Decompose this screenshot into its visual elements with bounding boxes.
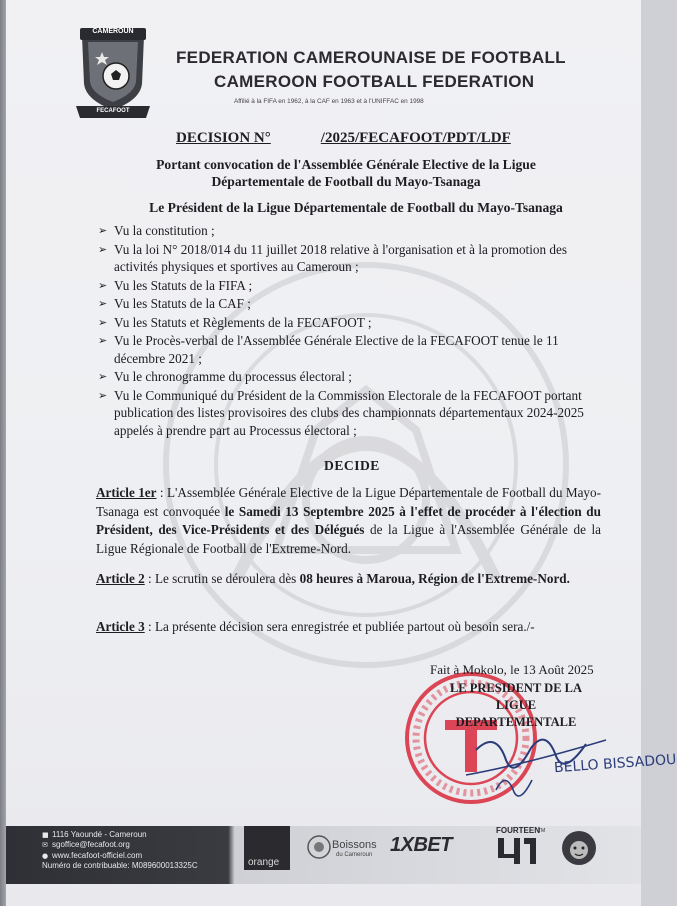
decision-subject: Portant convocation de l'Assemblée Générale Elective de la Ligue Départementale de Football du Mayo-Tsanaga (156, 157, 536, 189)
article-2: Article 2 : Le scrutin se déroulera dès 08 heures à Maroua, Région de l'Extreme-Nord. (96, 571, 570, 586)
article-2-label: Article 2 (96, 571, 145, 586)
list-item: ➢ Vu le chronogramme du processus électoral ; (98, 369, 352, 384)
taxpayer-text: Numéro de contribuable: M089600013325C (42, 861, 198, 871)
address-text: 1116 Yaoundé - Cameroun (52, 830, 147, 839)
globe-icon: ● (42, 851, 49, 860)
list-item: ➢ Vu la constitution ; (98, 223, 215, 238)
footer-band (6, 826, 641, 884)
article-1: Article 1er : L'Assemblée Générale Elective de la Ligue Départementale de Football du Mayo-Tsanaga est convoquée le Samedi 13 Septembre 2025 à l'effet de procéder à l'élection du Président, des Vice-Présidents et des Délégués de la Ligue à l'Assemblée Générale de la Ligue Régionale de Football de l'Extreme-Nord. (96, 485, 602, 556)
arrow-bullet-icon: ➢ (98, 315, 108, 329)
arrow-bullet-icon: ➢ (98, 388, 108, 402)
arrow-bullet-icon: ➢ (98, 242, 108, 256)
considerations-list (98, 222, 598, 440)
lion-emblem-icon (560, 828, 598, 868)
arrow-bullet-icon: ➢ (98, 370, 108, 383)
1xbet-sponsor-logo: 1XBET (390, 834, 452, 856)
list-item: ➢ Vu le Procès-verbal de l'Assemblée Générale Elective de la FECAFOOT tenue le 11 décembre 2021 ; (98, 333, 559, 366)
fourteen-sponsor-logo: FOURTEEN TM (494, 826, 550, 870)
president-heading: Le Président de la Ligue Départementale de Football du Mayo-Tsanaga (149, 200, 563, 215)
place-and-date: Fait à Mokolo, le 13 Août 2025 (430, 662, 594, 677)
arrow-bullet-icon: ➢ (98, 334, 108, 347)
list-item: ➢ Vu la loi N° 2018/014 du 11 juillet 2018 relative à l'organisation et à la promotion des activités physiques et sportives au Cameroun ; (98, 241, 567, 274)
federation-name-french: FEDERATION CAMEROUNAISE DE FOOTBALL (176, 48, 566, 67)
contact-info (42, 830, 242, 872)
decision-reference: /2025/FECAFOOT/PDT/LDF (320, 130, 511, 146)
signatory-title: LE PRESIDENT DE LA LIGUE DEPARTEMENTALE (449, 681, 583, 729)
orange-sponsor-logo: orange (244, 826, 290, 870)
article-3-label: Article 3 (96, 619, 145, 634)
affiliation-line: Affilié à la FIFA en 1962, à la CAF en 1963 et à l'UNIFFAC en 1998 (234, 98, 424, 105)
fourteen-mark-icon (494, 836, 538, 866)
logo-top-text: CAMEROUN (92, 28, 134, 35)
decide-heading: DECIDE (324, 458, 380, 473)
handwritten-signatory-name: BELLO BISSADOU (553, 751, 677, 777)
federation-name-english: CAMEROON FOOTBALL FEDERATION (214, 72, 535, 91)
website-text: www.fecafoot-officiel.com (52, 850, 143, 860)
article-3: Article 3 : La présente décision sera enregistrée et publiée partout où besoin sera./- (96, 619, 535, 634)
fecafoot-logo (76, 26, 150, 120)
list-item: ➢ Vu le Communiqué du Président de la Commission Electorale de la FECAFOOT portant publication des listes provisoires des clubs des championnats départementaux 2024-2025 appelés à prendre part au Processus électoral ; (98, 387, 584, 438)
boissons-emblem-icon (306, 832, 332, 862)
building-icon: ■ (42, 831, 49, 839)
arrow-bullet-icon: ➢ (98, 297, 108, 310)
decision-prefix: DECISION N° (176, 130, 271, 146)
list-item: ➢ Vu les Statuts et Règlements de la FECAFOOT ; (98, 314, 372, 330)
article-1-label: Article 1er (96, 485, 157, 500)
list-item: ➢ Vu les Statuts de la CAF ; (98, 296, 251, 311)
email-icon: ✉ (42, 841, 48, 850)
email-text: sgoffice@fecafoot.org (52, 840, 130, 850)
arrow-bullet-icon: ➢ (98, 278, 108, 292)
boissons-sponsor-logo: Boissons du Cameroun (306, 832, 382, 868)
arrow-bullet-icon: ➢ (98, 224, 108, 237)
list-item: ➢ Vu les Statuts de la FIFA ; (98, 277, 253, 293)
document-page (6, 0, 677, 906)
decision-number (176, 130, 511, 147)
logo-bottom-text: FECAFOOT (96, 108, 130, 114)
